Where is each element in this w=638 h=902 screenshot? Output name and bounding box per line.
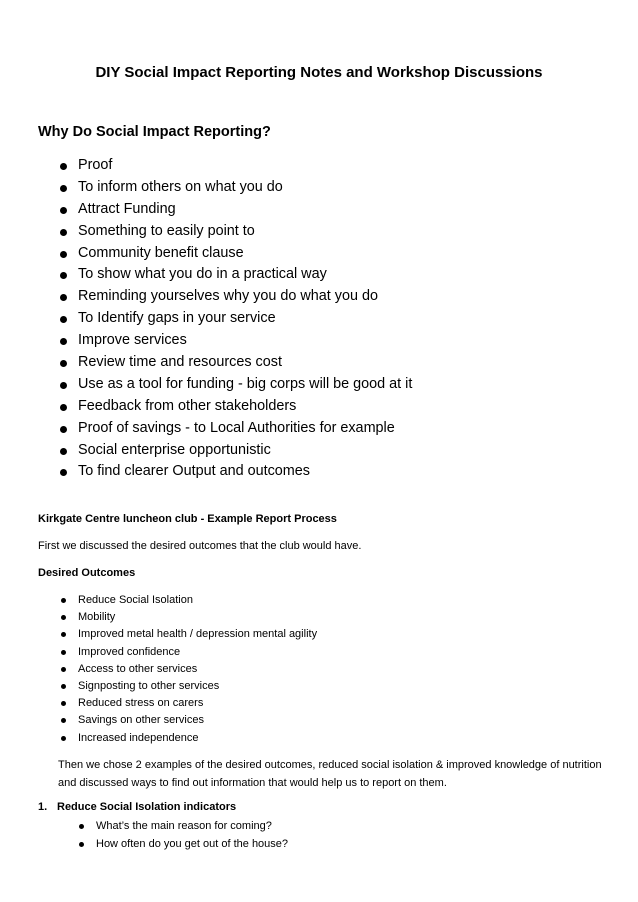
list-item bbox=[0, 330, 412, 352]
bullet-icon bbox=[60, 272, 67, 279]
indicator-number: 1. bbox=[38, 801, 48, 813]
list-item bbox=[0, 835, 288, 853]
list-item bbox=[0, 264, 412, 286]
page-title: DIY Social Impact Reporting Notes and Workshop Discussions bbox=[95, 64, 543, 81]
list-item-text: Improved confidence bbox=[78, 645, 181, 658]
outcomes-list bbox=[0, 592, 317, 747]
list-item bbox=[0, 418, 412, 440]
bullet-icon bbox=[60, 338, 67, 345]
list-item-text: Improve services bbox=[78, 332, 187, 349]
bullet-icon bbox=[60, 251, 67, 258]
list-item bbox=[0, 440, 412, 462]
list-item-text: Reminding yourselves why you do what you do bbox=[78, 288, 378, 305]
list-item bbox=[0, 286, 412, 308]
why-heading: Why Do Social Impact Reporting? bbox=[38, 124, 271, 140]
list-item-text: Community benefit clause bbox=[78, 244, 244, 261]
list-item-text: Social enterprise opportunistic bbox=[78, 441, 271, 458]
indicator-list bbox=[0, 817, 288, 853]
bullet-icon bbox=[60, 207, 67, 214]
list-item-text: How often do you get out of the house? bbox=[96, 838, 289, 850]
bullet-icon bbox=[61, 598, 66, 603]
bullet-icon bbox=[60, 185, 67, 192]
bullet-icon bbox=[79, 824, 84, 829]
bullet-icon bbox=[61, 632, 66, 637]
list-item bbox=[0, 678, 317, 695]
example-heading: Kirkgate Centre luncheon club - Example Report Process bbox=[38, 513, 337, 525]
list-item bbox=[0, 199, 412, 221]
list-item bbox=[0, 661, 317, 678]
outcomes-heading: Desired Outcomes bbox=[38, 567, 136, 579]
bullet-icon bbox=[60, 469, 67, 476]
list-item bbox=[0, 308, 412, 330]
bullet-icon bbox=[61, 667, 66, 672]
list-item-text: To find clearer Output and outcomes bbox=[78, 463, 310, 480]
bullet-icon bbox=[79, 842, 84, 847]
list-item-text: To inform others on what you do bbox=[78, 178, 283, 195]
list-item-text: Savings on other services bbox=[78, 714, 204, 727]
list-item bbox=[0, 730, 317, 747]
list-item bbox=[0, 155, 412, 177]
bullet-icon bbox=[60, 294, 67, 301]
bullet-icon bbox=[60, 316, 67, 323]
list-item bbox=[0, 243, 412, 265]
bullet-icon bbox=[60, 229, 67, 236]
list-item bbox=[0, 609, 317, 626]
list-item-text: To Identify gaps in your service bbox=[78, 310, 276, 327]
list-item bbox=[0, 626, 317, 643]
list-item bbox=[0, 712, 317, 729]
why-list bbox=[0, 155, 412, 483]
list-item bbox=[0, 352, 412, 374]
list-item-text: Something to easily point to bbox=[78, 222, 255, 239]
bullet-icon bbox=[60, 163, 67, 170]
list-item bbox=[0, 374, 412, 396]
list-item bbox=[0, 592, 317, 609]
bullet-icon bbox=[60, 382, 67, 389]
list-item-text: Feedback from other stakeholders bbox=[78, 397, 297, 414]
list-item-text: Attract Funding bbox=[78, 200, 176, 217]
indicator-heading: Reduce Social Isolation indicators bbox=[57, 801, 237, 813]
list-item-text: Improved metal health / depression mental agility bbox=[78, 628, 318, 641]
bullet-icon bbox=[60, 360, 67, 367]
list-item bbox=[0, 221, 412, 243]
example-intro: First we discussed the desired outcomes that the club would have. bbox=[38, 540, 362, 552]
list-item-text: Access to other services bbox=[78, 662, 198, 675]
list-item bbox=[0, 695, 317, 712]
list-item bbox=[0, 177, 412, 199]
list-item-text: Proof bbox=[78, 157, 113, 173]
chosen-paragraph: Then we chose 2 examples of the desired outcomes, reduced social isolation & improved knowledge of nutrition and discussed ways to find out information that would help us to report on them. bbox=[58, 759, 602, 789]
list-item bbox=[0, 644, 317, 661]
bullet-icon bbox=[61, 736, 66, 741]
list-item-text: To show what you do in a practical way bbox=[78, 266, 327, 283]
bullet-icon bbox=[61, 684, 66, 689]
bullet-icon bbox=[61, 701, 66, 706]
list-item-text: Signposting to other services bbox=[78, 679, 220, 692]
list-item-text: Use as a tool for funding - big corps will be good at it bbox=[78, 375, 413, 392]
bullet-icon bbox=[61, 718, 66, 723]
bullet-icon bbox=[61, 650, 66, 655]
list-item bbox=[0, 817, 288, 835]
bullet-icon bbox=[61, 615, 66, 620]
bullet-icon bbox=[60, 448, 67, 455]
bullet-icon bbox=[60, 426, 67, 433]
indicator-heading-row bbox=[38, 801, 236, 813]
list-item-text: Reduced stress on carers bbox=[78, 697, 204, 710]
list-item bbox=[0, 396, 412, 418]
list-item-text: Increased independence bbox=[78, 731, 199, 744]
list-item bbox=[0, 461, 412, 483]
bullet-icon bbox=[60, 404, 67, 411]
list-item-text: Proof of savings - to Local Authorities for example bbox=[78, 419, 395, 436]
list-item-text: Reduce Social Isolation bbox=[78, 594, 193, 606]
list-item-text: What’s the main reason for coming? bbox=[96, 820, 272, 832]
list-item-text: Review time and resources cost bbox=[78, 354, 282, 371]
list-item-text: Mobility bbox=[78, 611, 116, 624]
